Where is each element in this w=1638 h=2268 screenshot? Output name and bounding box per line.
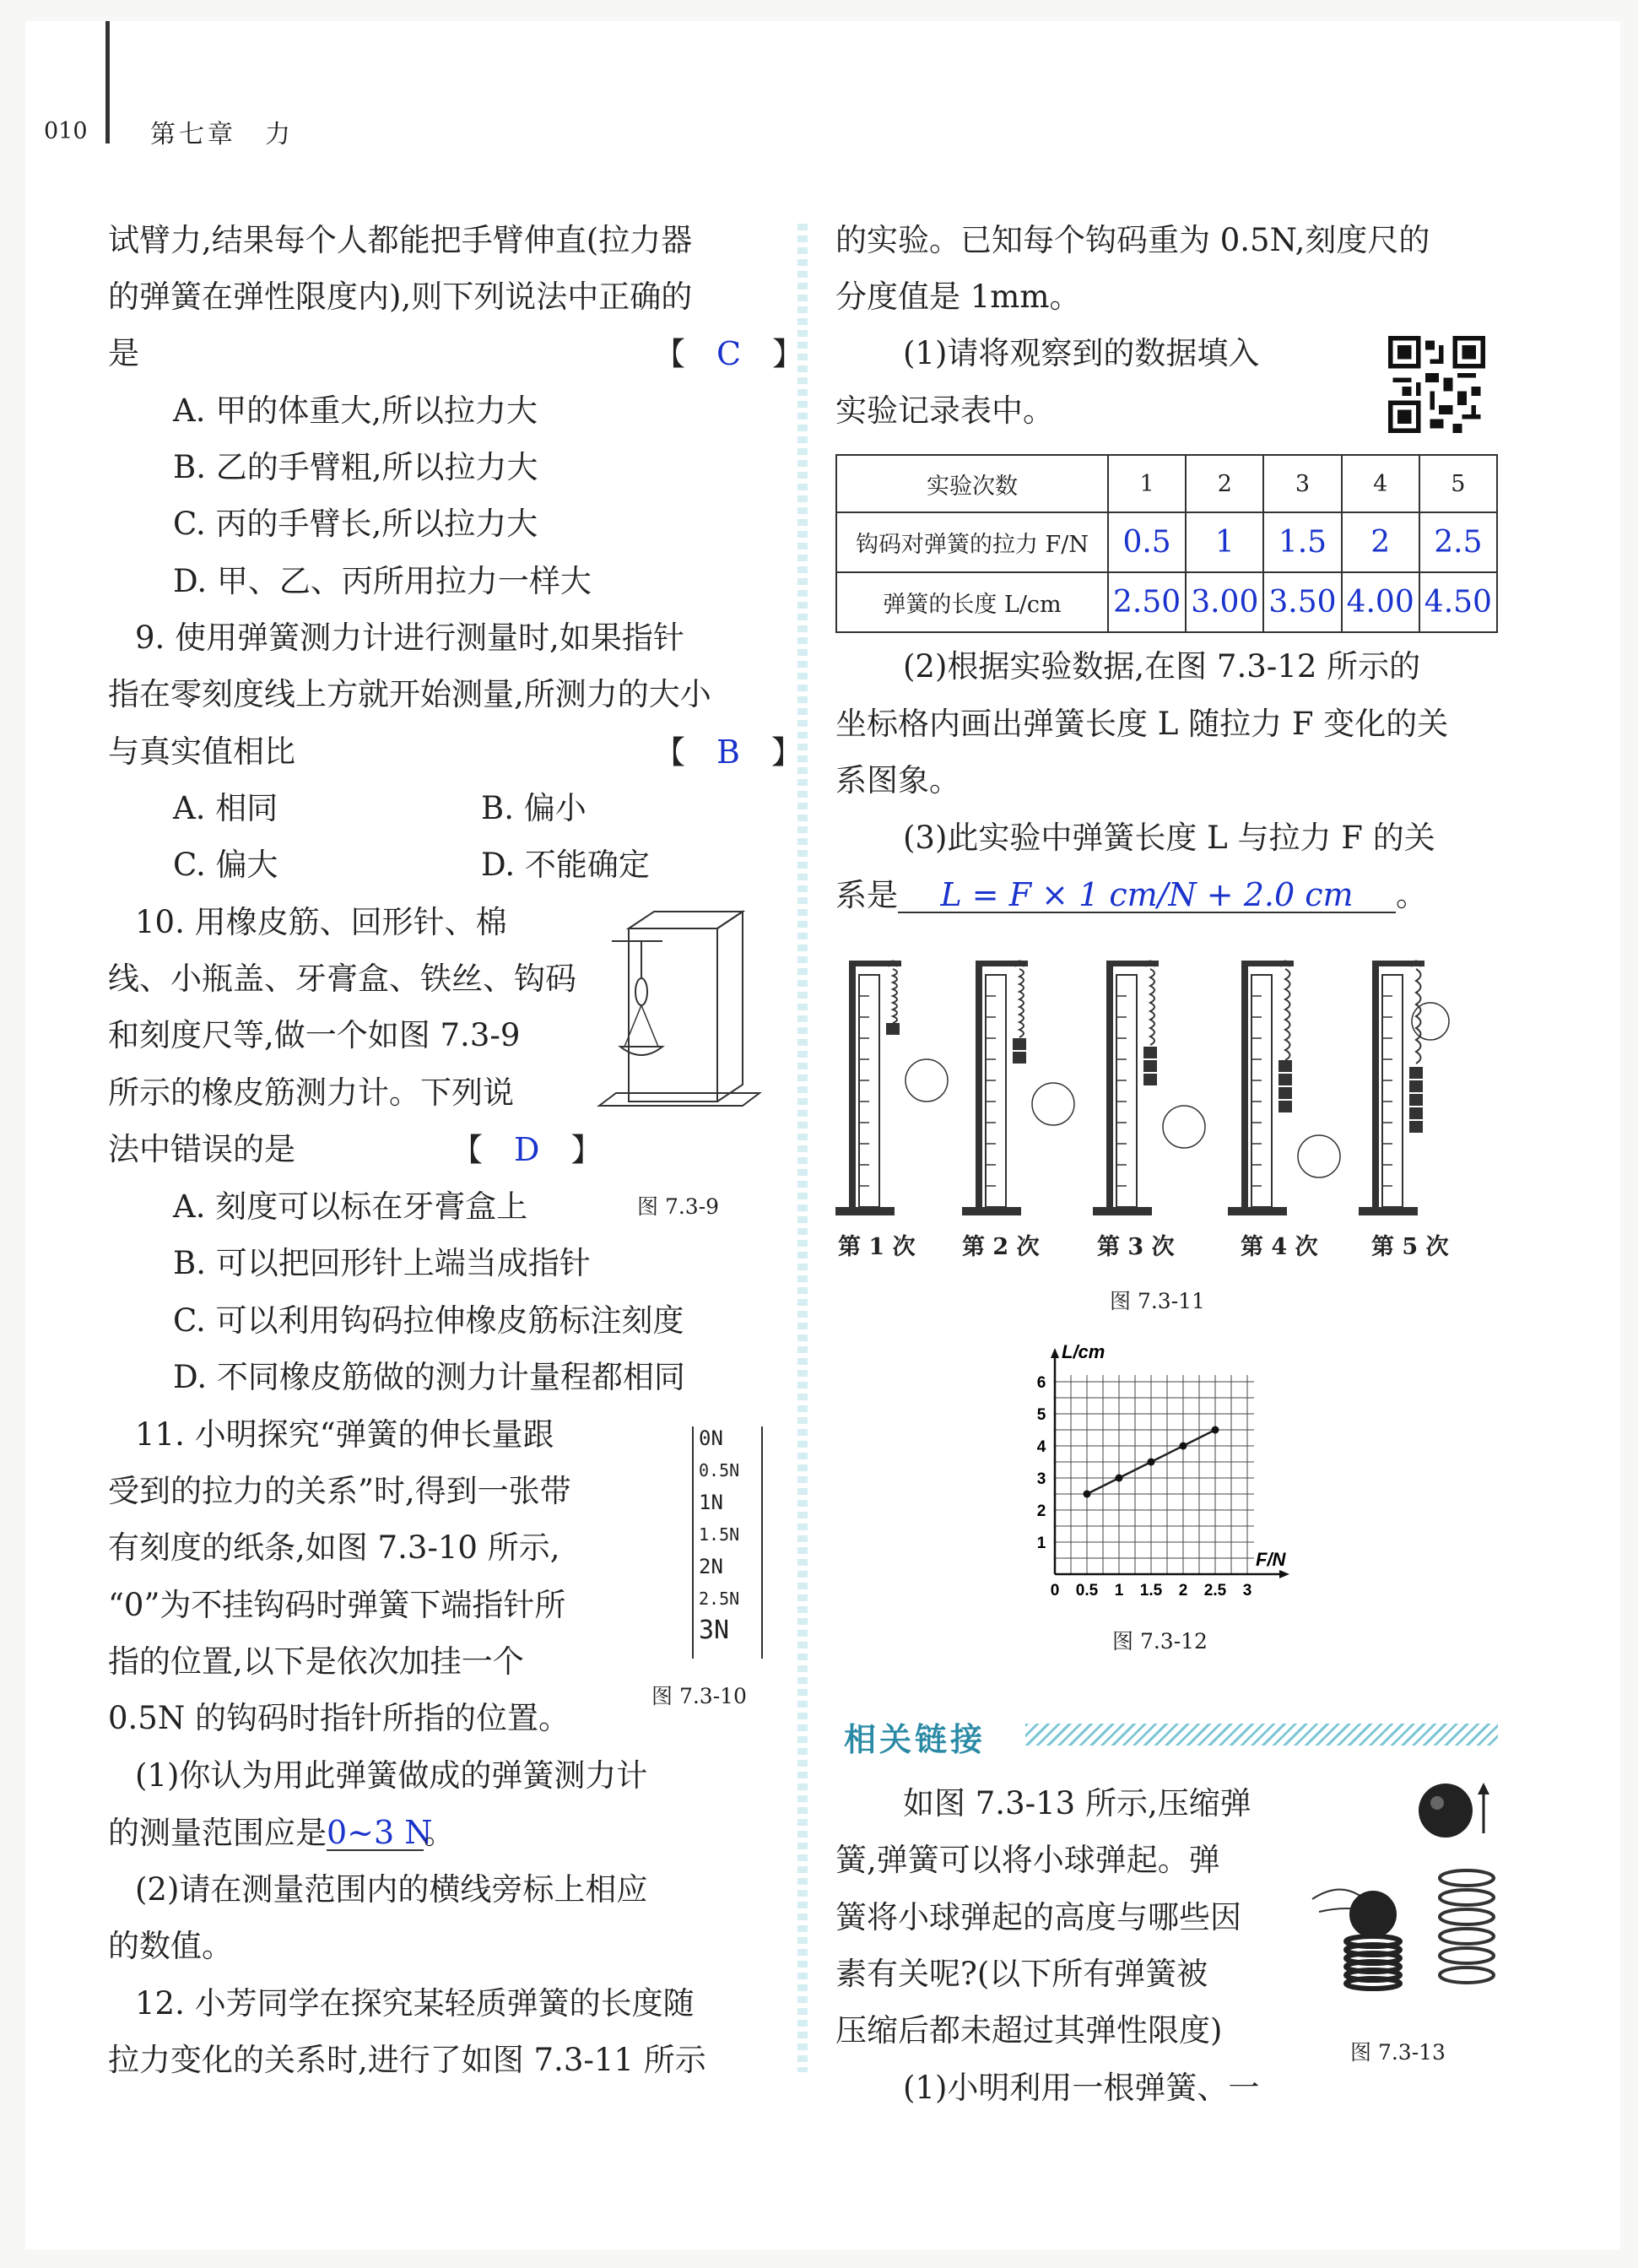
q11-line-4: “0”为不挂钩码时弹簧下端指针所	[108, 1587, 566, 1623]
table-row	[836, 455, 1497, 512]
q10-line-4: 所示的橡皮筋测力计。下列说	[108, 1074, 514, 1111]
q10-line-1: 10. 用橡皮筋、回形针、棉	[135, 904, 507, 940]
q12-2-line-2: 坐标格内画出弹簧长度 L 随拉力 F 变化的关	[835, 706, 1449, 742]
trial-label-4: 第 4 次	[1241, 1234, 1318, 1260]
rubber-band-gauge-figure	[595, 907, 764, 1127]
related-link-title: 相关链接	[844, 1720, 987, 1758]
q11-line-1: 11. 小明探究“弹簧的伸长量跟	[135, 1416, 554, 1453]
trial-label-5: 第 5 次	[1371, 1234, 1449, 1260]
table-cell: 2.50	[1108, 572, 1186, 632]
q8-option-c: C. 丙的手臂长,所以拉力大	[173, 506, 538, 542]
y-tick-label: 4	[1036, 1438, 1046, 1456]
stand-5	[1359, 961, 1449, 1215]
y-tick-label: 1	[1036, 1535, 1046, 1552]
q11-2-line-2: 的数值。	[108, 1928, 233, 1964]
x-tick-label: 0.5	[1075, 1582, 1099, 1600]
y-axis-arrow	[1051, 1348, 1059, 1358]
table-cell: 2.5	[1419, 512, 1497, 572]
q10-line-3: 和刻度尺等,做一个如图 7.3-9	[108, 1017, 521, 1053]
q9-option-b: B. 偏小	[481, 790, 587, 826]
q10-line-2: 线、小瓶盖、牙膏盒、铁丝、钩码	[108, 961, 576, 997]
q10-option-d: D. 不同橡皮筋做的测力计量程都相同	[173, 1359, 685, 1395]
q8-line-3: 是	[108, 335, 139, 371]
fig-7-3-13-caption: 图 7.3-13	[1350, 2040, 1446, 2065]
q12-line-2: 拉力变化的关系时,进行了如图 7.3-11 所示	[108, 2042, 706, 2078]
link-line-1: 如图 7.3-13 所示,压缩弹	[903, 1785, 1251, 1821]
table-header-cell: 5	[1419, 455, 1497, 512]
x-tick-label: 2	[1178, 1582, 1188, 1600]
strip-label-3: 1.5N	[699, 1524, 740, 1545]
y-axis-label: L/cm	[1062, 1341, 1106, 1362]
q10-option-c: C. 可以利用钩码拉伸橡皮筋标注刻度	[173, 1302, 684, 1339]
fig-7-3-9-caption: 图 7.3-9	[637, 1194, 720, 1219]
q9-answer-bracket: 【 B 】	[654, 733, 803, 771]
table-header-cell: 3	[1263, 455, 1341, 512]
strip-label-1: 0.5N	[699, 1460, 740, 1480]
spring-experiment-figure	[835, 954, 1451, 1224]
table-row	[836, 572, 1497, 632]
table-cell: 1.5	[1263, 512, 1341, 572]
q12-3-line-1: (3)此实验中弹簧长度 L 与拉力 F 的关	[903, 820, 1435, 856]
y-tick-label: 5	[1036, 1406, 1046, 1424]
q8-option-b: B. 乙的手臂粗,所以拉力大	[173, 449, 538, 485]
link-line-4: 素有关呢?(以下所有弹簧被	[835, 1956, 1208, 1992]
q12-2-line-3: 系图象。	[835, 762, 960, 798]
strip-label-0: 0N	[699, 1426, 723, 1450]
x-tick-label: 1.5	[1139, 1582, 1163, 1600]
q12-3-suffix: 。	[1396, 877, 1427, 913]
q8-line-2: 的弹簧在弹性限度内),则下列说法中正确的	[108, 279, 693, 315]
table-row-label: 钩码对弹簧的拉力 F/N	[836, 512, 1108, 572]
table-header-cell: 1	[1108, 455, 1186, 512]
q9-line-3: 与真实值相比	[108, 733, 295, 770]
table-cell: 4.00	[1342, 572, 1419, 632]
stand-1	[835, 961, 948, 1215]
table-cell: 1	[1186, 512, 1263, 572]
chapter-title: 第七章 力	[150, 120, 294, 149]
link-line-5: 压缩后都未超过其弹性限度)	[835, 2012, 1223, 2049]
fig-7-3-11-caption: 图 7.3-11	[1110, 1289, 1205, 1313]
stand-3	[1093, 961, 1205, 1215]
y-tick-label: 2	[1036, 1502, 1046, 1520]
table-cell: 2	[1342, 512, 1419, 572]
q9-option-a: A. 相同	[173, 790, 278, 826]
strip-label-2: 1N	[699, 1491, 723, 1514]
column-divider	[797, 224, 808, 2072]
x-tick-label: 1	[1114, 1582, 1124, 1600]
q8-option-d: D. 甲、乙、丙所用拉力一样大	[173, 563, 592, 599]
table-row-label: 弹簧的长度 L/cm	[836, 572, 1108, 632]
q11-1-answer: 0~3 N	[327, 1814, 433, 1851]
data-point	[1084, 1491, 1091, 1498]
q11-1-suffix: 。	[424, 1815, 455, 1851]
x-axis-arrow	[1279, 1570, 1289, 1578]
trial-label-2: 第 2 次	[962, 1234, 1040, 1260]
q10-answer-bracket: 【 D 】	[451, 1131, 603, 1168]
paper-strip-labels	[699, 1428, 739, 1653]
q10-answer: D	[514, 1131, 540, 1168]
q12-1-line-2: 实验记录表中。	[835, 392, 1054, 429]
strip-label-4: 2N	[699, 1555, 723, 1578]
table-header-cell: 4	[1342, 455, 1419, 512]
q12-3-prefix: 系是	[835, 877, 898, 913]
q10-option-a: A. 刻度可以标在牙膏盒上	[173, 1188, 528, 1225]
x-tick-label: 2.5	[1203, 1582, 1227, 1600]
compressed-spring-ball-figure	[1304, 1773, 1506, 2026]
q8-line-1: 试臂力,结果每个人都能把手臂伸直(拉力器	[108, 222, 693, 258]
stand-4	[1228, 961, 1340, 1215]
q11-line-6: 0.5N 的钩码时指针所指的位置。	[108, 1700, 570, 1736]
q10-option-b: B. 可以把回形针上端当成指针	[173, 1245, 591, 1281]
data-point	[1212, 1426, 1219, 1434]
q12-line-1: 12. 小芳同学在探究某轻质弹簧的长度随	[135, 1985, 695, 2022]
table-cell: 3.50	[1263, 572, 1341, 632]
length-vs-force-chart	[1017, 1334, 1321, 1612]
q11-line-3: 有刻度的纸条,如图 7.3-10 所示,	[108, 1529, 560, 1566]
strip-label-5: 2.5N	[699, 1589, 740, 1609]
y-tick-label: 6	[1036, 1374, 1046, 1392]
header-rule	[105, 21, 110, 143]
q8-answer: C	[716, 335, 742, 372]
related-link-hatch	[1025, 1724, 1498, 1746]
table-header-cell: 实验次数	[836, 455, 1108, 512]
data-point	[1180, 1443, 1187, 1450]
q12-cont-line-1: 的实验。已知每个钩码重为 0.5N,刻度尺的	[835, 222, 1430, 258]
table-header-cell: 2	[1186, 455, 1263, 512]
q12-cont-line-2: 分度值是 1mm。	[835, 279, 1081, 315]
y-tick-label: 3	[1036, 1470, 1046, 1488]
x-tick-label: 0	[1050, 1582, 1060, 1600]
x-tick-label: 3	[1242, 1582, 1252, 1600]
q11-1-prefix: 的测量范围应是	[108, 1815, 327, 1851]
strip-label-6: 3N	[699, 1616, 730, 1645]
q10-line-5: 法中错误的是	[108, 1131, 295, 1167]
q9-option-c: C. 偏大	[173, 847, 278, 883]
table-cell: 0.5	[1108, 512, 1186, 572]
q9-line-1: 9. 使用弹簧测力计进行测量时,如果指针	[135, 620, 684, 656]
table-cell: 4.50	[1419, 572, 1497, 632]
link-line-2: 簧,弹簧可以将小球弹起。弹	[835, 1842, 1220, 1878]
paper-strip-figure	[692, 1426, 763, 1659]
q12-3-answer: L = F × 1 cm/N + 2.0 cm	[898, 878, 1396, 913]
fig-7-3-12-caption: 图 7.3-12	[1112, 1629, 1208, 1654]
link-line-6: (1)小明利用一根弹簧、一	[903, 2070, 1260, 2106]
q11-1-line-1: (1)你认为用此弹簧做成的弹簧测力计	[135, 1757, 648, 1794]
q12-3-line-2	[835, 878, 1427, 913]
link-line-3: 簧将小球弹起的高度与哪些因	[835, 1899, 1241, 1935]
q11-1-line-2	[108, 1816, 455, 1851]
q11-2-line-1: (2)请在测量范围内的横线旁标上相应	[135, 1871, 648, 1908]
stand-2	[962, 961, 1074, 1215]
x-axis-label: F/N	[1256, 1549, 1286, 1570]
q12-2-line-1: (2)根据实验数据,在图 7.3-12 所示的	[903, 648, 1421, 685]
q11-line-2: 受到的拉力的关系”时,得到一张带	[108, 1473, 571, 1509]
data-point	[1148, 1459, 1155, 1466]
trial-label-1: 第 1 次	[838, 1234, 916, 1260]
table-row	[836, 512, 1497, 572]
page-number: 010	[44, 118, 88, 144]
q9-line-2: 指在零刻度线上方就开始测量,所测力的大小	[108, 676, 711, 712]
experiment-record-table	[835, 454, 1498, 633]
q8-option-a: A. 甲的体重大,所以拉力大	[173, 392, 538, 429]
q9-answer: B	[716, 733, 740, 771]
q12-1-line-1: (1)请将观察到的数据填入	[903, 335, 1260, 371]
fig-7-3-10-caption: 图 7.3-10	[651, 1684, 747, 1708]
data-point	[1116, 1475, 1123, 1482]
trial-label-3: 第 3 次	[1097, 1234, 1175, 1260]
q9-option-d: D. 不能确定	[481, 847, 650, 883]
table-cell: 3.00	[1186, 572, 1263, 632]
q8-answer-bracket: 【 C 】	[654, 335, 804, 372]
q11-line-5: 指的位置,以下是依次加挂一个	[108, 1643, 524, 1680]
qr-code-icon	[1388, 336, 1485, 433]
